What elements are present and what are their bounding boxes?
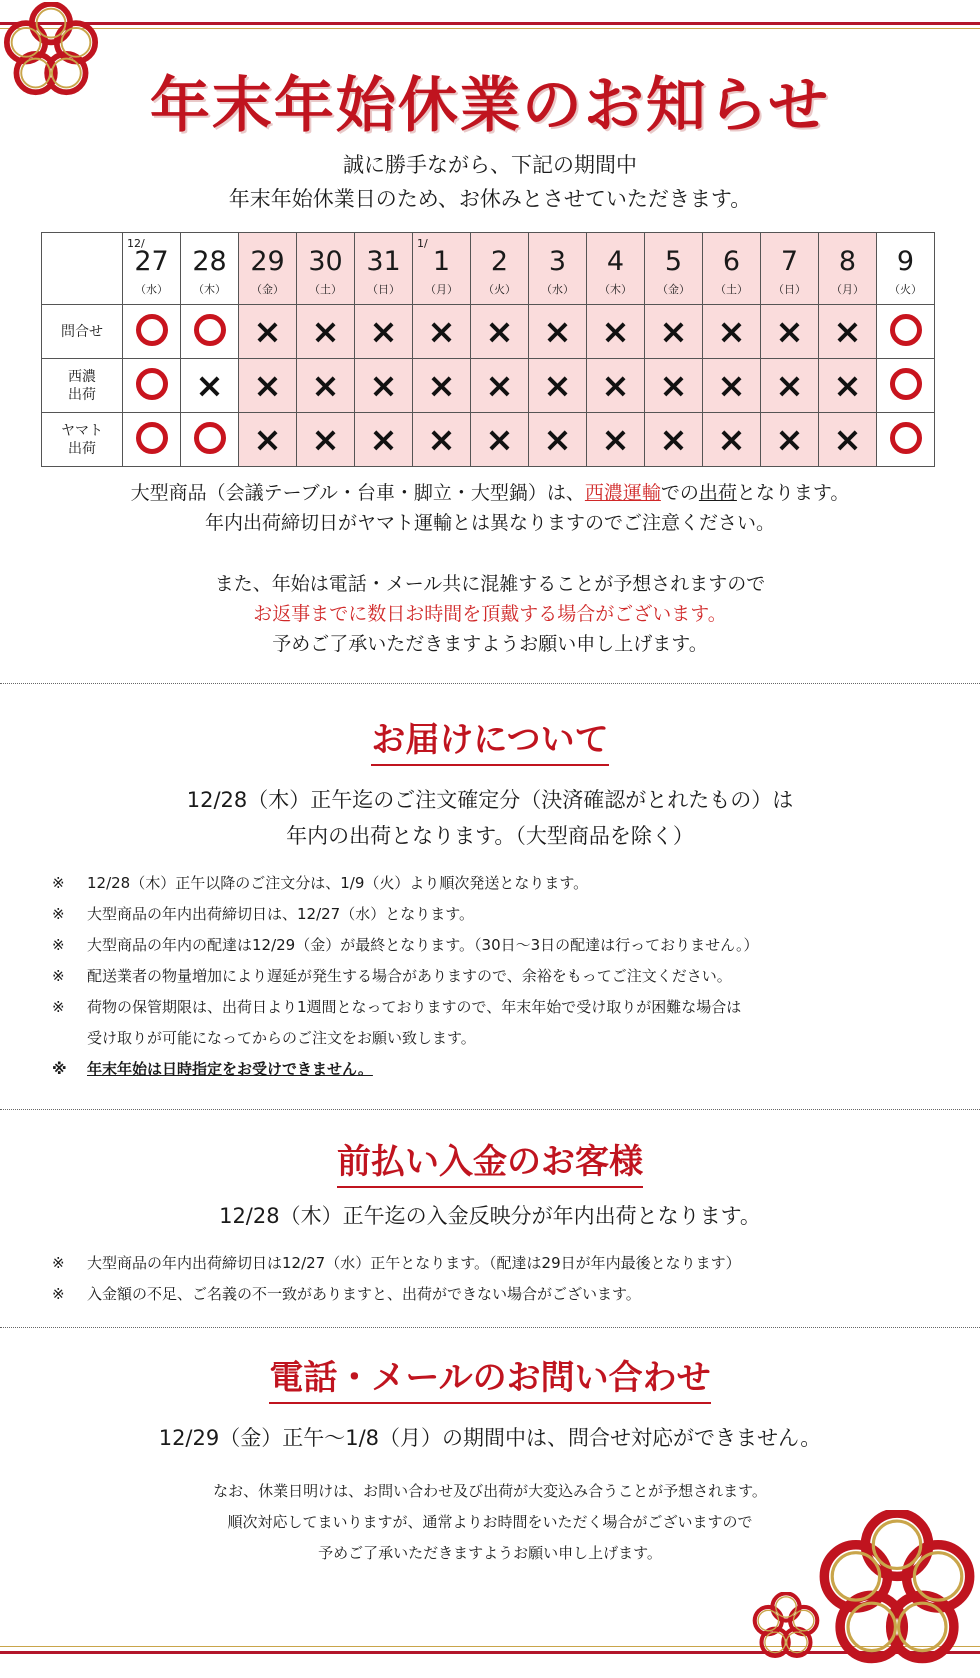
calendar-cell: [239, 413, 297, 467]
calendar-cell: [819, 413, 877, 467]
calendar-row: [42, 359, 935, 413]
intro-text: [0, 148, 980, 216]
calendar-cell: [645, 359, 703, 413]
calendar-cell: [761, 305, 819, 359]
top-border-gold: [0, 28, 980, 29]
calendar-cell: [819, 359, 877, 413]
note-mark: ※: [52, 1060, 67, 1078]
busy-line-1: また、年始は電話・メール共に混雑することが予想されますので: [214, 573, 766, 595]
closed-cross-icon: ×: [195, 365, 224, 406]
large-items-line-1: 大型商品（会議テーブル・台車・脚立・大型鍋）は、西濃運輸での出荷となります。: [130, 482, 850, 504]
seino-highlight: 西濃運輸: [584, 482, 661, 504]
calendar-cell: [413, 305, 471, 359]
calendar-day-header: [181, 233, 239, 305]
calendar-day-header: [819, 233, 877, 305]
note-mark: ※: [52, 1285, 65, 1303]
calendar-weekday: （金）: [251, 282, 284, 296]
closed-cross-icon: ×: [253, 311, 282, 352]
open-circle-icon: [136, 422, 168, 454]
note-mark: ※: [52, 967, 65, 985]
calendar-weekday: （月）: [425, 282, 458, 296]
closed-cross-icon: ×: [485, 365, 514, 406]
note-text: 荷物の保管期限は、出荷日より1週間となっておりますので、年末年始で受け取りが困難な場合は: [87, 998, 742, 1016]
calendar-cell: [877, 305, 935, 359]
delivery-notes: [52, 868, 759, 1085]
calendar-day-header: [239, 233, 297, 305]
calendar-day-number: 30: [308, 245, 343, 277]
calendar-day-number: 27: [134, 245, 169, 277]
calendar-cell: [181, 305, 239, 359]
calendar-day-number: 7: [780, 245, 799, 277]
closed-cross-icon: ×: [253, 419, 282, 460]
calendar-cell: [123, 305, 181, 359]
calendar-cell: [471, 359, 529, 413]
calendar-cell: [123, 359, 181, 413]
closed-cross-icon: ×: [833, 311, 862, 352]
calendar-cell: [645, 305, 703, 359]
intro-line-1: 誠に勝手ながら、下記の期間中: [343, 153, 637, 177]
calendar-day-header: [123, 233, 181, 305]
calendar-day-header: [471, 233, 529, 305]
calendar-cell: [877, 359, 935, 413]
closed-cross-icon: ×: [717, 311, 746, 352]
calendar-cell: [471, 413, 529, 467]
calendar-day-header: [297, 233, 355, 305]
calendar-cell: [239, 359, 297, 413]
closed-cross-icon: ×: [717, 365, 746, 406]
calendar-row-label: [42, 413, 123, 467]
calendar-day-number: 1: [432, 245, 451, 277]
closed-cross-icon: ×: [485, 419, 514, 460]
contact-body-line-2: 順次対応してまいりますが、通常よりお時間をいただく場合がございますので: [227, 1513, 753, 1531]
calendar-day-number: 28: [192, 245, 227, 277]
busy-notice: [0, 569, 980, 659]
closed-cross-icon: ×: [543, 311, 572, 352]
page-title: 年末年始休業のお知らせ: [149, 71, 831, 141]
calendar-row-label-line: 西濃: [68, 368, 96, 385]
open-circle-icon: [194, 422, 226, 454]
closed-cross-icon: ×: [427, 419, 456, 460]
prepay-lead: 12/28（木）正午迄の入金反映分が年内出荷となります。: [219, 1204, 761, 1228]
closed-cross-icon: ×: [543, 365, 572, 406]
note-mark: ※: [52, 905, 65, 923]
large-items-notice: [0, 478, 980, 538]
closed-cross-icon: ×: [659, 365, 688, 406]
calendar-cell: [297, 305, 355, 359]
closed-cross-icon: ×: [775, 365, 804, 406]
calendar-cell: [529, 413, 587, 467]
calendar-cell: [181, 359, 239, 413]
note-item: [52, 992, 759, 1023]
open-circle-icon: [194, 314, 226, 346]
calendar-day-number: 6: [722, 245, 741, 277]
closed-cross-icon: ×: [659, 311, 688, 352]
calendar-row: [42, 305, 935, 359]
calendar-day-header: [587, 233, 645, 305]
calendar-weekday: （水）: [135, 282, 168, 296]
calendar-day-header: [355, 233, 413, 305]
note-item: [52, 961, 759, 992]
note-item: [52, 1248, 741, 1279]
calendar-cell: [587, 359, 645, 413]
calendar-cell: [297, 359, 355, 413]
closed-cross-icon: ×: [427, 311, 456, 352]
note-mark: [52, 1023, 87, 1054]
calendar-row: [42, 413, 935, 467]
calendar-cell: [413, 359, 471, 413]
closed-cross-icon: ×: [369, 365, 398, 406]
closed-cross-icon: ×: [253, 365, 282, 406]
note-text: 年末年始は日時指定をお受けできません。: [87, 1060, 373, 1078]
closed-cross-icon: ×: [775, 419, 804, 460]
note-item: [52, 868, 759, 899]
note-text: 大型商品の年内出荷締切日は12/27（水）正午となります。（配達は29日が年内最後となります）: [87, 1254, 741, 1272]
calendar-corner-cell: [42, 233, 123, 305]
top-border-red: [0, 22, 980, 25]
calendar-cell: [413, 413, 471, 467]
note-text: 12/28（木）正午以降のご注文分は、1/9（火）より順次発送となります。: [87, 874, 589, 892]
calendar-day-number: 29: [250, 245, 285, 277]
note-mark: ※: [52, 936, 65, 954]
closed-cross-icon: ×: [311, 311, 340, 352]
calendar-weekday: （月）: [831, 282, 864, 296]
calendar-cell: [355, 413, 413, 467]
calendar-weekday: （木）: [193, 282, 226, 296]
contact-body-line-3: 予めご了承いただきますようお願い申し上げます。: [318, 1544, 662, 1562]
calendar-cell: [645, 413, 703, 467]
closed-cross-icon: ×: [833, 419, 862, 460]
calendar-row-label-line: 出荷: [68, 386, 96, 403]
section-divider: [0, 1109, 980, 1110]
note-text: 大型商品の年内の配達は12/29（金）が最終となります。（30日～3日の配達は行っておりません。）: [87, 936, 759, 954]
note-text: 大型商品の年内出荷締切日は、12/27（水）となります。: [87, 905, 475, 923]
section-divider: [0, 683, 980, 684]
note-item: [52, 1279, 741, 1310]
note-mark: ※: [52, 874, 65, 892]
calendar-cell: [819, 305, 877, 359]
calendar-day-number: 4: [606, 245, 625, 277]
closed-cross-icon: ×: [369, 311, 398, 352]
open-circle-icon: [890, 314, 922, 346]
calendar-cell: [181, 413, 239, 467]
closed-cross-icon: ×: [369, 419, 398, 460]
calendar-row-label-line: ヤマト: [61, 422, 103, 439]
calendar-day-header: [529, 233, 587, 305]
calendar-day-header: [703, 233, 761, 305]
calendar-month-label: 12/: [127, 237, 145, 250]
calendar-cell: [877, 413, 935, 467]
calendar-day-number: 31: [366, 245, 401, 277]
calendar-day-header: [761, 233, 819, 305]
closed-cross-icon: ×: [833, 365, 862, 406]
calendar-weekday: （金）: [657, 282, 690, 296]
calendar-day-number: 2: [490, 245, 509, 277]
contact-body-line-1: なお、休業日明けは、お問い合わせ及び出荷が大変込み合うことが予想されます。: [213, 1482, 767, 1500]
closed-cross-icon: ×: [601, 311, 630, 352]
intro-line-2: 年末年始休業日のため、お休みとさせていただきます。: [228, 187, 752, 211]
calendar-cell: [761, 413, 819, 467]
calendar-cell: [587, 413, 645, 467]
calendar-cell: [123, 413, 181, 467]
contact-lead: 12/29（金）正午～1/8（月）の期間中は、問合せ対応ができません。: [158, 1426, 822, 1450]
calendar-day-header: [413, 233, 471, 305]
closed-cross-icon: ×: [427, 365, 456, 406]
closed-cross-icon: ×: [659, 419, 688, 460]
contact-section-title: 電話・メールのお問い合わせ: [0, 1350, 980, 1399]
closed-cross-icon: ×: [543, 419, 572, 460]
closed-cross-icon: ×: [601, 419, 630, 460]
open-circle-icon: [890, 368, 922, 400]
calendar-weekday: （火）: [889, 282, 922, 296]
calendar-cell: [703, 413, 761, 467]
closed-cross-icon: ×: [717, 419, 746, 460]
calendar-month-label: 1/: [417, 237, 428, 250]
closed-cross-icon: ×: [311, 419, 340, 460]
calendar-cell: [239, 305, 297, 359]
calendar-cell: [703, 305, 761, 359]
calendar-weekday: （木）: [599, 282, 632, 296]
prepay-notes: [52, 1248, 741, 1310]
calendar-cell: [529, 359, 587, 413]
open-circle-icon: [890, 422, 922, 454]
calendar-cell: [587, 305, 645, 359]
open-circle-icon: [136, 368, 168, 400]
open-circle-icon: [136, 314, 168, 346]
note-text: 受け取りが可能になってからのご注文をお願い致します。: [87, 1029, 476, 1047]
note-mark: ※: [52, 998, 65, 1016]
calendar-cell: [297, 413, 355, 467]
busy-line-3: 予めご了承いただきますようお願い申し上げます。: [272, 633, 708, 655]
calendar-day-number: 3: [548, 245, 567, 277]
calendar-weekday: （日）: [367, 282, 400, 296]
calendar-day-header: [877, 233, 935, 305]
calendar-cell: [703, 359, 761, 413]
calendar-weekday: （水）: [541, 282, 574, 296]
calendar-day-number: 8: [838, 245, 857, 277]
note-mark: ※: [52, 1254, 65, 1272]
note-item: [52, 930, 759, 961]
holiday-calendar: [41, 232, 935, 467]
note-text: 配送業者の物量増加により遅延が発生する場合がありますので、余裕をもってご注文ください。: [87, 967, 732, 985]
delivery-section-title: お届けについて: [0, 712, 980, 761]
calendar-cell: [529, 305, 587, 359]
note-item: [52, 899, 759, 930]
busy-line-2: お返事までに数日お時間を頂戴する場合がございます。: [253, 603, 727, 625]
calendar-day-number: 5: [664, 245, 683, 277]
calendar-row-label-line: 問合せ: [61, 323, 103, 340]
calendar-cell: [355, 305, 413, 359]
calendar-weekday: （火）: [483, 282, 516, 296]
contact-body: [0, 1476, 980, 1569]
note-item: [52, 1054, 759, 1085]
closed-cross-icon: ×: [601, 365, 630, 406]
calendar-cell: [471, 305, 529, 359]
calendar-row-label: [42, 305, 123, 359]
closed-cross-icon: ×: [775, 311, 804, 352]
delivery-lead: [0, 782, 980, 854]
section-divider: [0, 1327, 980, 1328]
note-item: [52, 1023, 759, 1054]
calendar-weekday: （土）: [309, 282, 342, 296]
calendar-header-row: [42, 233, 935, 305]
calendar-weekday: （土）: [715, 282, 748, 296]
delivery-lead-line-1: 12/28（木）正午迄のご注文確定分（決済確認がとれたもの）は: [186, 788, 794, 812]
calendar-cell: [761, 359, 819, 413]
large-items-line-2: 年内出荷締切日がヤマト運輸とは異なりますのでご注意ください。: [204, 512, 775, 534]
closed-cross-icon: ×: [485, 311, 514, 352]
calendar-day-header: [645, 233, 703, 305]
calendar-cell: [355, 359, 413, 413]
delivery-lead-line-2: 年内の出荷となります。（大型商品を除く）: [286, 824, 694, 848]
prepay-section-title: 前払い入金のお客様: [0, 1134, 980, 1183]
calendar-row-label-line: 出荷: [68, 440, 96, 457]
closed-cross-icon: ×: [311, 365, 340, 406]
note-text: 入金額の不足、ご名義の不一致がありますと、出荷ができない場合がございます。: [87, 1285, 641, 1303]
calendar-day-number: 9: [896, 245, 915, 277]
calendar-row-label: [42, 359, 123, 413]
calendar-weekday: （日）: [773, 282, 806, 296]
mizuhiki-knot-icon-bottom-right-small: [752, 1592, 820, 1660]
